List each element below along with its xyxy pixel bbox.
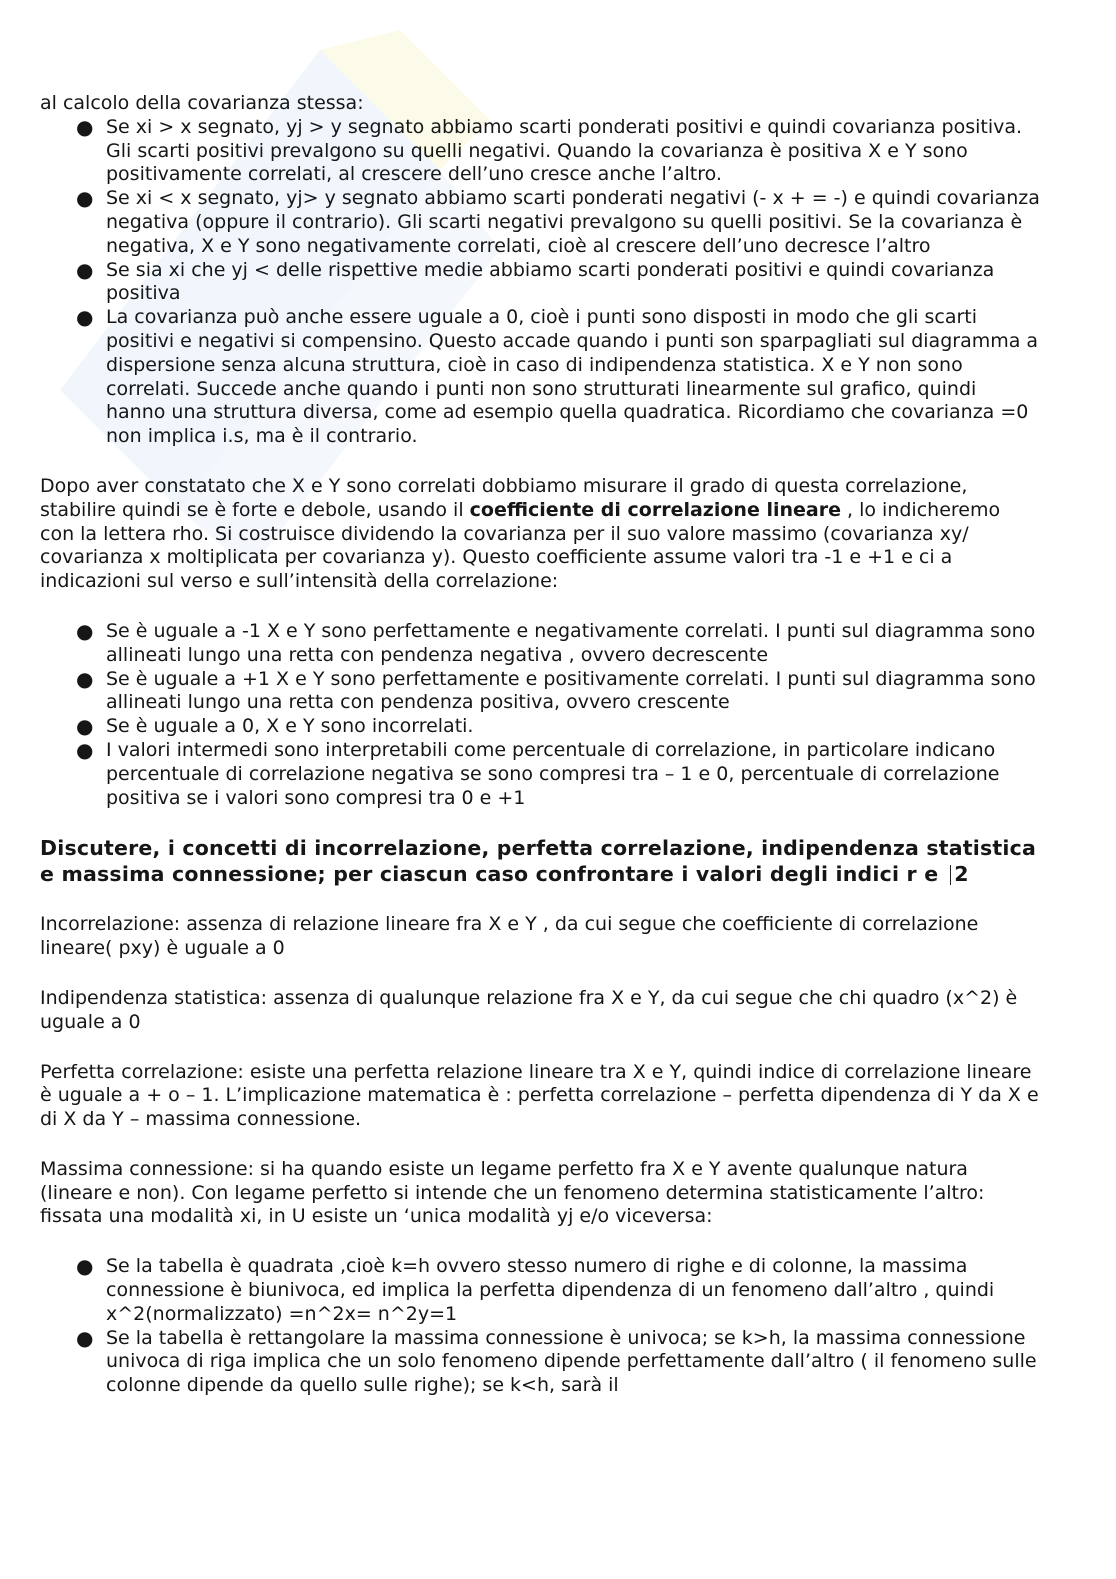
paragraph-text: Dopo aver constatato che X e Y sono correlati dobbiamo misurare il grado di questa correlazione, stabilire quindi se è forte e debole, usando il [40, 474, 968, 521]
list-item: ● Se è uguale a -1 X e Y sono perfettamente e negativamente correlati. I punti sul diagramma sono allineati lungo una retta con pendenza negativa , ovvero decrescente [40, 620, 1040, 668]
document-page [40, 92, 1040, 1398]
list-item: ● I valori intermedi sono interpretabili come percentuale di correlazione, in particolare indicano percentuale di correlazione negativa se sono compresi tra – 1 e 0, percentuale di correlazione positiva se i valori sono compresi tra 0 e +1 [40, 739, 1040, 810]
heading-text: Discutere, i concetti di incorrelazione, perfetta correlazione, indipendenza statistica e massima connessione; per ciascun caso confrontare i valori degli indici r e [40, 836, 1036, 886]
connection-list [40, 1255, 1040, 1398]
list-item: ● Se è uguale a +1 X e Y sono perfettamente e positivamente correlati. I punti sul diagramma sono allineati lungo una retta con pendenza positiva, ovvero crescente [40, 668, 1040, 716]
paragraph-massima-connessione: Massima connessione: si ha quando esiste un legame perfetto fra X e Y avente qualunque natura (lineare e non). Con legame perfetto si intende che un fenomeno determina statisticamente l’altro: fissata una modalità xi, in U esiste un ‘unica modalità yj e/o viceversa: [40, 1157, 985, 1228]
list-item: ● Se sia xi che yj < delle rispettive medie abbiamo scarti ponderati positivi e quindi covarianza positiva [40, 259, 1040, 307]
bold-term: coefficiente di correlazione lineare [469, 498, 841, 521]
list-item: ● Se la tabella è rettangolare la massima connessione è univoca; se k>h, la massima connessione univoca di riga implica che un solo fenomeno dipende perfettamente dall’altro ( il fenomeno sulle colonne dipende da quello sulle righe); se k<h, sarà il [40, 1327, 1040, 1398]
section-heading [40, 836, 1040, 887]
paragraph-indipendenza: Indipendenza statistica: assenza di qualunque relazione fra X e Y, da cui segue che chi quadro (x^2) è uguale a 0 [40, 986, 1018, 1033]
paragraph-incorrelazione: Incorrelazione: assenza di relazione lineare fra X e Y , da cui segue che coefficiente di correlazione lineare( pxy) è uguale a 0 [40, 913, 979, 960]
list-item: ● La covarianza può anche essere uguale a 0, cioè i punti sono disposti in modo che gli scarti positivi e negativi si compensino. Questo accade quando i punti son sparpagliati sul diagramma a dispersione senza alcuna struttura, cioè in caso di indipendenza statistica. X e Y non sono correlati. Succede anche quando i punti non sono strutturati linearmente sul grafico, quindi hanno una struttura diversa, come ad esempio quella quadratica. Ricordiamo che covarianza =0 non implica i.s, ma è il contrario. [40, 306, 1040, 449]
paragraph-text: , lo indicheremo con la lettera rho. Si costruisce dividendo la covarianza per il suo valore massimo (covarianza xy/ covarianza x moltiplicata per covarianza y). Questo coefficiente assume valori tra -1 e +1 e ci a indicazioni sul verso e sull’intensità della correlazione: [40, 498, 1001, 593]
correlation-paragraph [40, 475, 1040, 594]
paragraph-perfetta-correlazione: Perfetta correlazione: esiste una perfetta relazione lineare tra X e Y, quindi indice di correlazione lineare è uguale a + o – 1. L’implicazione matematica è : perfetta correlazione – perfetta dipendenza di Y da X e di X da Y – massima connessione. [40, 1060, 1039, 1131]
list-item: ● Se è uguale a 0, X e Y sono incorrelati. [40, 715, 1040, 739]
text-cursor [950, 865, 951, 885]
list-item: ● Se xi > x segnato, yj > y segnato abbiamo scarti ponderati positivi e quindi covarianza positiva. Gli scarti positivi prevalgono su quelli negativi. Quando la covarianza è positiva X e Y sono positivamente correlati, al crescere dell’uno cresce anche l’altro. [40, 116, 1040, 187]
correlation-list [40, 620, 1040, 810]
list-item: ● Se xi < x segnato, yj> y segnato abbiamo scarti ponderati negativi (- x + = -) e quindi covarianza negativa (oppure il contrario). Gli scarti negativi prevalgono su quelli positivi. Se la covarianza è negativa, X e Y sono negativamente correlati, cioè al crescere dell’uno decresce l’altro [40, 187, 1040, 258]
list-item: ● Se la tabella è quadrata ,cioè k=h ovvero stesso numero di righe e di colonne, la massima connessione è biunivoca, ed implica la perfetta dipendenza di un fenomeno dall’altro , quindi x^2(normalizzato) =n^2x= n^2y=1 [40, 1255, 1040, 1326]
covariance-list [40, 116, 1040, 449]
heading-tail: 2 [954, 861, 969, 886]
intro-line: al calcolo della covarianza stessa: [40, 92, 364, 114]
